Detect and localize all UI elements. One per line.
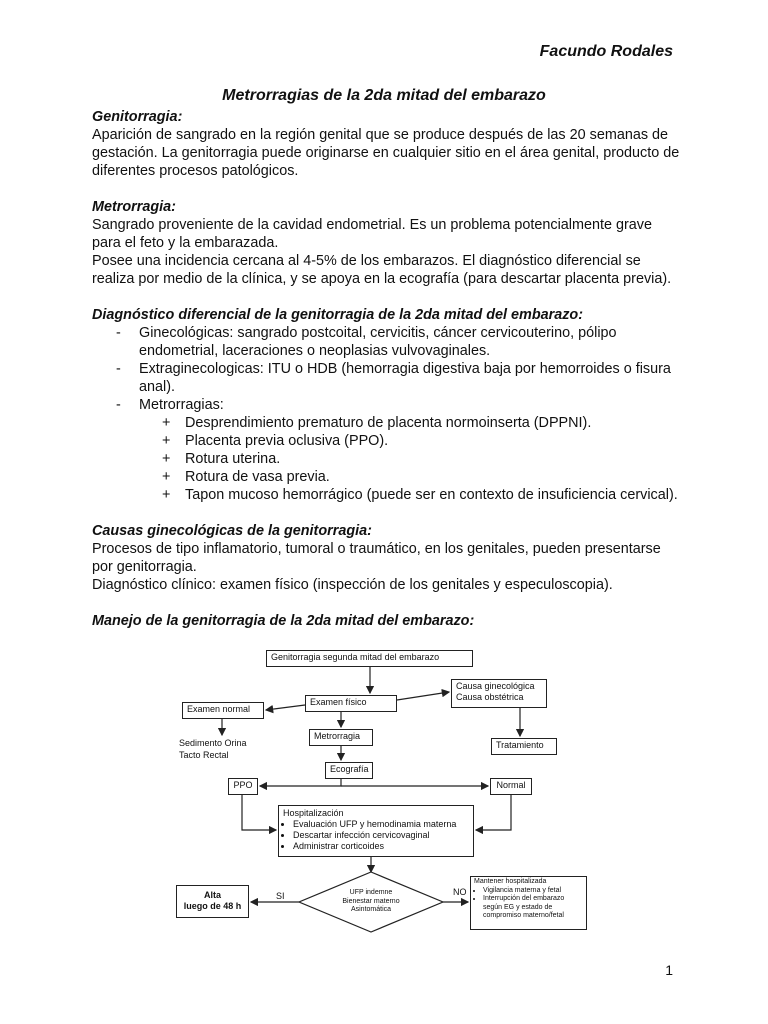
genitorragia-text: Aparición de sangrado en la región genital que se produce después de las 20 semanas de gestación. La genitorragia puede originarse en cualquier sitio en el área genital, producto de diferentes procesos patológicos.	[92, 127, 680, 179]
list-item: + Rotura de vasa previa.	[162, 469, 330, 485]
causas-text-1: Procesos de tipo inflamatorio, tumoral o traumático, en los genitales, pueden presentarse por genitorragia.	[92, 541, 661, 575]
node-decision: UFP indemne Bienestar materno Asintomática	[342, 889, 400, 913]
document-title: Metrorragias de la 2da mitad del embarazo	[222, 87, 546, 104]
node-mantener: Mantener hospitalizada • Vigilancia materna y fetal • Interrupción del embarazo según EG y estado de compromiso materno/fetal	[470, 876, 587, 930]
page-number: 1	[665, 962, 673, 978]
connector-ppo-hosp	[242, 794, 276, 830]
label-si: SI	[276, 891, 285, 901]
node-hospitalizacion: Hospitalización • Evaluación UFP y hemodinamia materna • Descartar infección cervicovaginal • Administrar corticoides	[278, 805, 474, 857]
node-metrorragia: Metrorragia	[309, 729, 373, 746]
node-start: Genitorragia segunda mitad del embarazo	[266, 650, 473, 667]
node-sedimento: Sedimento Orina	[179, 738, 247, 748]
node-tacto: Tacto Rectal	[179, 750, 229, 760]
node-ppo: PPO	[228, 778, 258, 795]
manejo-heading: Manejo de la genitorragia de la 2da mitad del embarazo:	[92, 613, 475, 629]
metrorragia-heading: Metrorragia:	[92, 199, 176, 215]
connector-normal-hosp	[476, 794, 511, 830]
connector-examen-normal	[266, 705, 305, 710]
causas-heading: Causas ginecológicas de la genitorragia:	[92, 523, 372, 539]
node-examen-fisico: Examen físico	[305, 695, 397, 712]
genitorragia-heading: Genitorragia:	[92, 109, 183, 125]
node-normal: Normal	[490, 778, 532, 795]
node-causa: Causa ginecológica Causa obstétrica	[451, 679, 547, 708]
diagnostico-heading: Diagnóstico diferencial de la genitorragia de la 2da mitad del embarazo:	[92, 307, 584, 323]
list-item: + Placenta previa oclusiva (PPO).	[162, 433, 389, 449]
list-item: - Metrorragias: + Desprendimiento prematuro de placenta normoinserta (DPPNI). + Placenta previa oclusiva (PPO). + Rotura uterina. + Rotura de vasa previa. + Tapon mucoso hemorrágico (puede ser en contexto de insuficiencia cervical).	[92, 396, 682, 504]
connector-eco-ppo	[260, 779, 341, 786]
connector-examen-causa	[397, 692, 449, 700]
label-no: NO	[453, 887, 467, 897]
list-item: + Tapon mucoso hemorrágico (puede ser en contexto de insuficiencia cervical).	[162, 487, 678, 503]
node-tratamiento: Tratamiento	[491, 738, 557, 755]
metrorragia-text-1: Sangrado proveniente de la cavidad endometrial. Es un problema potencialmente grave para el feto y la embarazada.	[92, 217, 652, 251]
author-name: Facundo Rodales	[539, 43, 673, 60]
node-ecografia: Ecografía	[325, 762, 373, 779]
list-item: - Ginecológicas: sangrado postcoital, cervicitis, cáncer cervicouterino, pólipo endometrial, laceraciones o neoplasias vulvovaginales.	[116, 325, 617, 359]
node-alta: Alta luego de 48 h	[176, 885, 249, 918]
list-item: + Desprendimiento prematuro de placenta normoinserta (DPPNI).	[162, 415, 592, 431]
metrorragia-text-2: Posee una incidencia cercana al 4-5% de los embarazos. El diagnóstico diferencial se realiza por medio de la clínica, y se apoya en la ecografía (para descartar placenta previa).	[92, 253, 672, 287]
list-item: + Rotura uterina.	[162, 451, 281, 467]
causas-text-2: Diagnóstico clínico: examen físico (inspección de los genitales y especuloscopia).	[92, 577, 613, 593]
node-examen-normal: Examen normal	[182, 702, 264, 719]
list-item: - Extraginecologicas: ITU o HDB (hemorragia digestiva baja por hemorroides o fisura anal).	[116, 361, 671, 395]
